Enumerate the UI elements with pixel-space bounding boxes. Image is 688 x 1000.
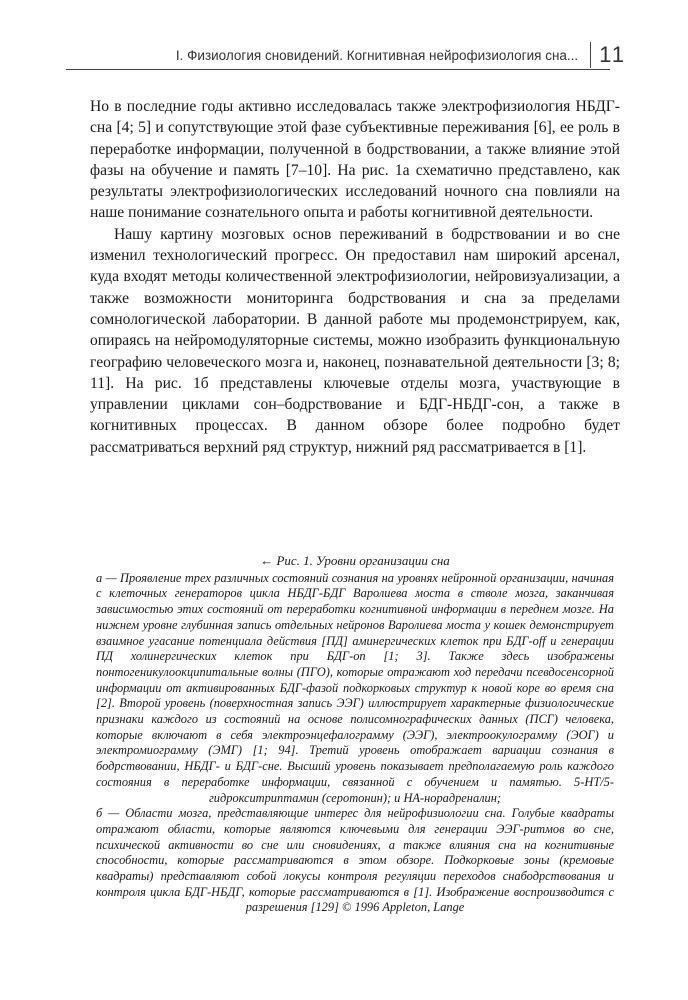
body-text [90,96,620,458]
header-rule [66,69,610,70]
caption-part-a: а — Проявление трех различных состояний сознания на уровнях нейронной организации, начиная с клеточных генераторов цикла НБДГ-БДГ Варолиева моста в стволе мозга, заканчивая зависимостью этих состояний от переработки когнитивной информации в переднем мозге. На нижнем уровне глубинная запись отдельных нейронов Варолиева моста у кошек демонстрирует взаимное угасание потенциала действия [ПД] аминергических клеток при БДГ-off и генерации ПД холинергических клеток при БДГ-on [1; 3]. Также здесь изображены понтогеникулоокципитальные волны (ПГО), которые отражают ход передачи псевдосенсорной информации от активированных БДГ-фазой подкорковых структур к новой коре во время сна [2]. Второй уровень (поверхностная запись ЭЭГ) иллюстрирует характерные физиологические признаки каждого из состояний на основе полисомнографических данных (ПСГ) человека, которые включают в себя электроэнцефалограмму (ЭЭГ), электроокулограмму (ЭОГ) и электромиограмму (ЭМГ) [1; 94]. Третий уровень отображает вариации сознания в бодрствовании, НБДГ- и БДГ-сне. Высший уровень показывает предполагаемую роль каждого состояния в переработке информации, связанной с обучением и памятью. 5-НТ/5-гидрокситриптамин (серотонин); и НА-норадреналин; [96,570,614,805]
figure-caption [96,553,614,916]
caption-title: ← Рис. 1. Уровни организации сна [260,553,450,568]
paragraph-1: Но в последние годы активно исследовалась также электрофизиология НБДГ-сна [4; 5] и сопутствующие этой фазе субъективные переживания [6], ее роль в переработке информации, полученной в бодрствовании, а также влияние этой фазы на обучение и память [7–10]. На рис. 1а схематично представлено, как результаты электрофизиологических исследований ночного сна повлияли на наше понимание сознательного опыта и работы когнитивной деятельности. [90,98,620,222]
paragraph-2: Нашу картину мозговых основ переживаний в бодрствовании и во сне изменил технологический прогресс. Он предоставил нам широкий арсенал, куда входят методы количественной электрофизиологии, нейровизуализации, а также возможности мониторинга бодрствования и сна за пределами сомнологической лаборатории. В данной работе мы продемонстрируем, как, опираясь на нейромодуляторные системы, можно изобразить функциональную географию человеческого мозга и, наконец, познавательной деятельности [3; 8; 11]. На рис. 1б представлены ключевые отделы мозга, участвующие в управлении циклами сон–бодрствование и БДГ-НБДГ-сон, а также в когнитивных процессах. В данном обзоре более подробно будет рассматриваться верхний ряд структур, нижний ряд рассматривается в [1]. [90,225,620,456]
page-number: 11 [599,42,626,67]
running-header [66,42,626,68]
caption-part-b: б — Области мозга, представляющие интерес для нейрофизиологии сна. Голубые квадраты отражают области, которые являются ключевыми для генерации ЭЭГ-ритмов во сне, психической активности во сне или сновидениях, а также влияния сна на когнитивные способности, которые рассматриваются в этом обзоре. Подкорковые зоны (кремовые квадраты) представляют собой локусы контроля регуляции переходов снабодрствования и контроля цикла БДГ-НБДГ, которые рассматриваются в [1]. Изображение воспроизводится с разрешения [129] © 1996 Appleton, Lange [96,806,614,915]
header-separator [590,42,591,68]
running-header-title: I. Физиология сновидений. Когнитивная нейрофизиология сна... [175,48,579,63]
